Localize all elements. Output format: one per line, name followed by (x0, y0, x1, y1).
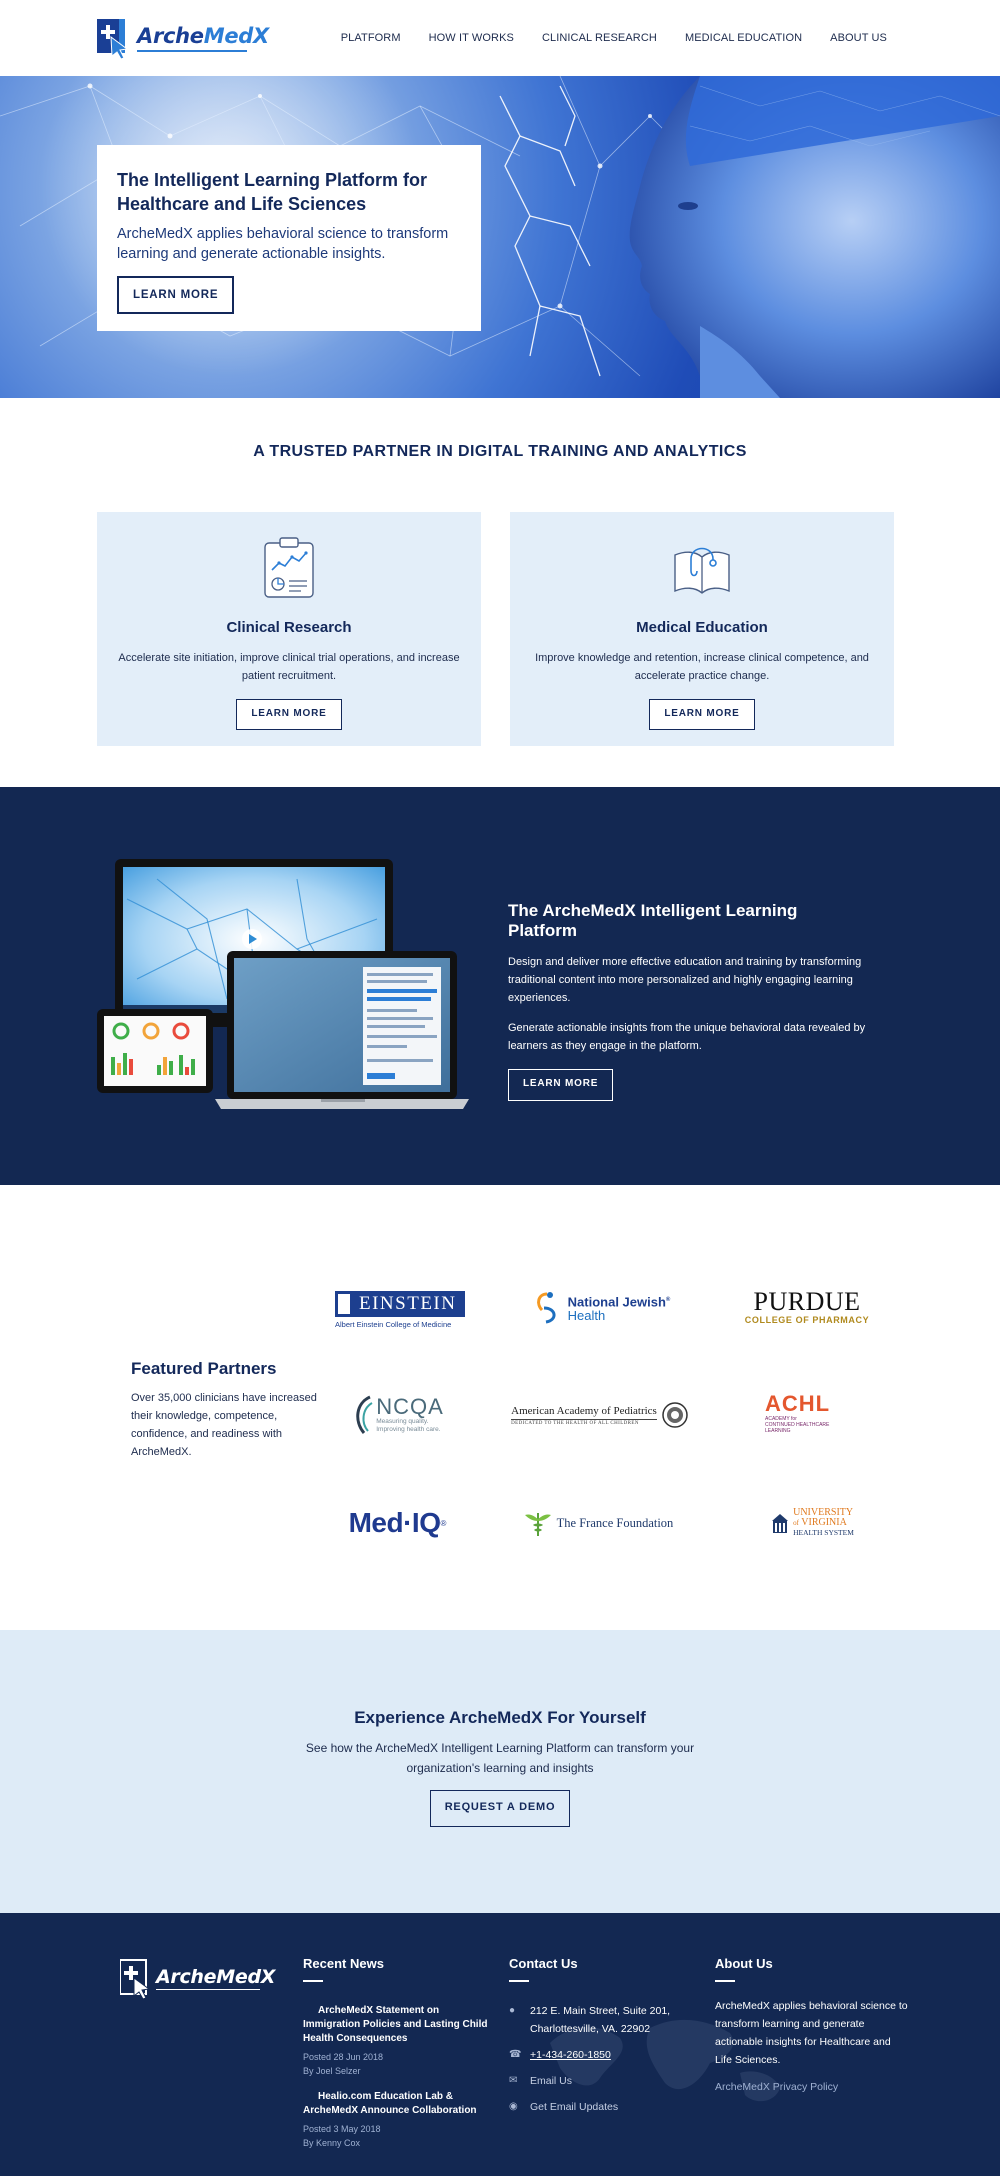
hero-section (0, 76, 1000, 398)
national-jewish-health-logo: National Jewish® Health (526, 1287, 676, 1329)
about-text: ArcheMedX applies behavioral science to transform learning and generate actionable insights for Healthcare and Life Sciences. (715, 2000, 908, 2066)
footer-logo[interactable]: ArcheMedX (120, 1956, 275, 2000)
card-medical-education (510, 512, 894, 746)
logo-wordmark: ArcheMedX (137, 24, 269, 48)
news-title[interactable]: Healio.com Education Lab & ArcheMedX Announce Collaboration (303, 2091, 477, 2116)
france-foundation-logo: The France Foundation (508, 1505, 688, 1541)
book-stethoscope-icon (510, 537, 894, 599)
news-item[interactable] (303, 2090, 488, 2150)
news-author: By Joel Selzer (303, 2066, 361, 2076)
footer-contact (509, 1956, 699, 2116)
platform-text (508, 901, 868, 1101)
card-text: Accelerate site initiation, improve clinical trial operations, and increase patient recruitment. (118, 652, 460, 682)
footer-recent-news (303, 1956, 488, 2150)
card-text: Improve knowledge and retention, increase clinical competence, and accelerate practice change. (535, 652, 869, 682)
platform-learn-more-button[interactable]: LEARN MORE (508, 1069, 613, 1101)
nav-medical-education[interactable]: MEDICAL EDUCATION (684, 32, 803, 44)
archemedx-logo[interactable] (97, 15, 269, 61)
uva-health-system-logo: UNIVERSITY of VIRGINIA HEALTH SYSTEM (762, 1501, 862, 1545)
address-line-2: Charlottesville, VA. 22902 (530, 2023, 651, 2035)
footer-about (715, 1956, 915, 2093)
clinical-learn-more-button[interactable]: LEARN MORE (236, 699, 341, 730)
about-heading: About Us (715, 1956, 773, 1971)
contact-heading: Contact Us (509, 1956, 578, 1971)
card-title: Clinical Research (226, 619, 352, 636)
purdue-logo: PURDUE COLLEGE OF PHARMACY (744, 1287, 870, 1325)
clipboard-chart-icon (97, 537, 481, 599)
nav-how-it-works[interactable]: HOW IT WORKS (428, 32, 514, 44)
platform-paragraph-2: Generate actionable insights from the unique behavioral data revealed by learners as they engage in the platform. (508, 1022, 866, 1052)
platform-paragraph-1: Design and deliver more effective education and training by transforming traditional content into more personalized and highly engaging learning experiences. (508, 956, 862, 1004)
news-item[interactable] (303, 2004, 488, 2078)
einstein-logo: EINSTEIN Albert Einstein College of Medicine (335, 1285, 465, 1335)
phone-icon: ☎ (509, 2049, 522, 2060)
logo-underline (137, 50, 247, 52)
privacy-policy-link[interactable]: ArcheMedX Privacy Policy (715, 2081, 839, 2093)
email-row (509, 2072, 699, 2090)
phone-row (509, 2046, 699, 2064)
demo-section (0, 1630, 1000, 1913)
envelope-icon: ✉ (509, 2075, 518, 2086)
globe-icon: ◉ (509, 2101, 518, 2112)
news-title[interactable]: ArcheMedX Statement on Immigration Policies and Lasting Child Health Consequences (303, 2005, 488, 2044)
card-clinical-research (97, 512, 481, 746)
nav-about-us[interactable]: ABOUT US (830, 32, 887, 44)
card-title: Medical Education (636, 619, 768, 636)
address-line-1: 212 E. Main Street, Suite 201, (530, 2005, 671, 2017)
map-pin-icon: ● (509, 2005, 516, 2016)
hero-title: The Intelligent Learning Platform for Healthcare and Life Sciences (117, 170, 428, 214)
nav-clinical-research[interactable]: CLINICAL RESEARCH (541, 32, 657, 44)
site-header (0, 0, 1000, 76)
nav-platform[interactable]: PLATFORM (340, 32, 401, 44)
main-nav (313, 32, 887, 44)
achl-logo: ACHL ACADEMY for CONTINUED HEALTHCARE LEARNING (765, 1391, 831, 1434)
partners-section (0, 1185, 1000, 1630)
demo-text: See how the ArcheMedX Intelligent Learning Platform can transform your organization's learning and insights (305, 1741, 695, 1775)
news-author: By Kenny Cox (303, 2138, 361, 2148)
trusted-section (0, 443, 1000, 746)
news-posted: Posted 28 Jun 2018 (303, 2052, 384, 2062)
solution-cards (97, 512, 894, 746)
hero-card (97, 145, 481, 331)
device-mockup-image (97, 859, 497, 1149)
trusted-title: A TRUSTED PARTNER IN DIGITAL TRAINING AND ANALYTICS (253, 443, 747, 460)
platform-section (0, 787, 1000, 1185)
platform-title: The ArcheMedX Intelligent Learning Platform (508, 901, 798, 940)
logo-mark-icon (97, 15, 129, 61)
recent-news-heading: Recent News (303, 1956, 384, 1971)
news-posted: Posted 3 May 2018 (303, 2124, 381, 2134)
medical-learn-more-button[interactable]: LEARN MORE (649, 699, 754, 730)
updates-row (509, 2098, 699, 2116)
demo-title: Experience ArcheMedX For Yourself (354, 1708, 646, 1727)
med-iq-logo: Med·IQ ® (348, 1507, 447, 1538)
partners-title: Featured Partners (131, 1359, 277, 1378)
american-academy-of-pediatrics-logo: American Academy of Pediatrics DEDICATED TO THE HEALTH OF ALL CHILDREN (510, 1395, 690, 1435)
hero-subtitle: ArcheMedX applies behavioral science to transform learning and generate actionable insights. (117, 226, 449, 262)
partners-text: Over 35,000 clinicians have increased their knowledge, competence, confidence, and readiness with ArcheMedX. (131, 1392, 317, 1458)
email-us-link[interactable]: Email Us (530, 2075, 573, 2087)
hero-learn-more-button[interactable]: LEARN MORE (117, 276, 234, 314)
footer-logo-mark-icon (120, 1956, 150, 2000)
site-footer (0, 1913, 1000, 2176)
phone-link[interactable]: +1-434-260-1850 (530, 2049, 611, 2061)
email-updates-link[interactable]: Get Email Updates (530, 2101, 619, 2113)
heading-rule (303, 1980, 323, 1982)
request-demo-button[interactable]: REQUEST A DEMO (430, 1790, 571, 1827)
heading-rule (715, 1980, 735, 1982)
address (509, 2002, 699, 2038)
ncqa-logo: NCQA Measuring quality. Improving health care. (348, 1390, 448, 1440)
heading-rule (509, 1980, 529, 1982)
